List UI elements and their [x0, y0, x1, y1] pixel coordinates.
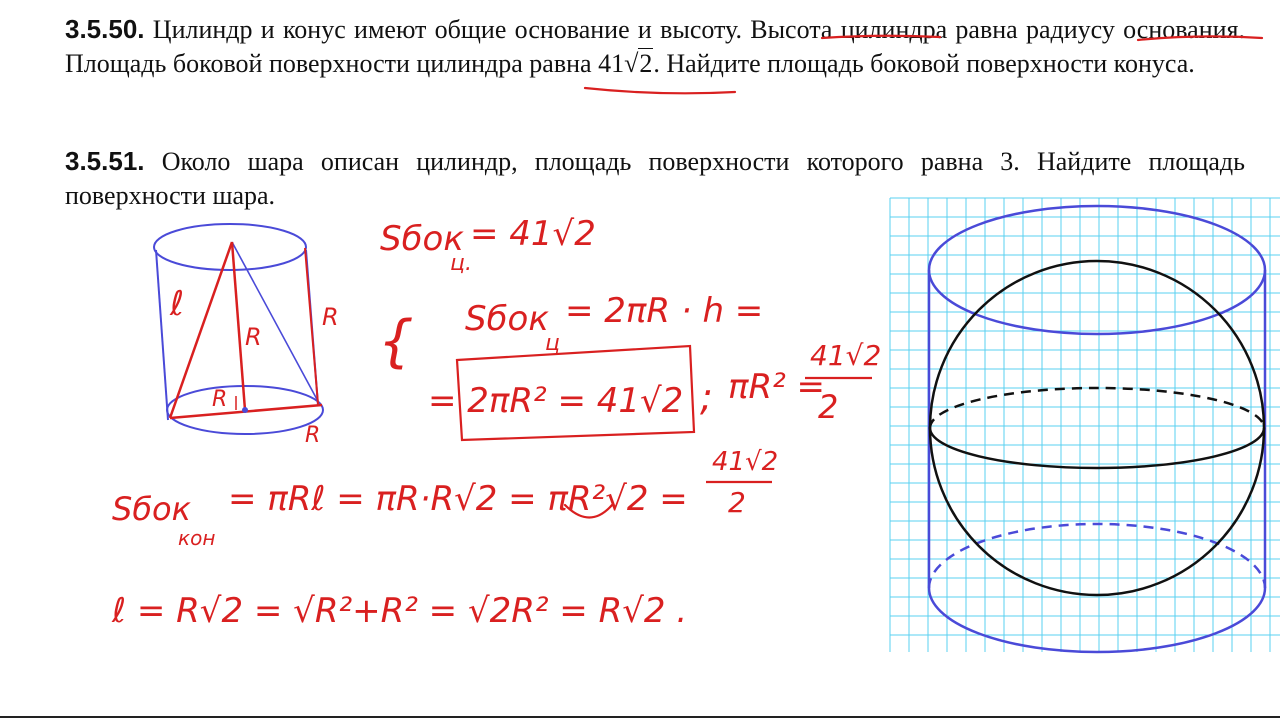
- underline-height: [822, 36, 940, 38]
- hw-eq-boxed: = 2πR² = 41√2: [428, 381, 684, 421]
- hw-frac-den: 2: [818, 388, 839, 426]
- label-r-side: R: [322, 303, 339, 331]
- hw-brace: {: [378, 309, 414, 374]
- hw-frac2-num: 41√2: [712, 447, 779, 477]
- hw-frac2-den: 2: [728, 486, 746, 519]
- problem-number: 3.5.50.: [65, 14, 145, 44]
- hw-eq-l: ℓ = R√2 = √R²+R² = √2R² = R√2 .: [112, 591, 688, 631]
- hw-s-cyl: Sбок: [380, 219, 464, 259]
- sqrt-expression: √2: [624, 49, 653, 78]
- graph-paper: [890, 198, 1280, 652]
- label-r-bottom: R: [305, 423, 321, 448]
- label-r-base: R: [212, 387, 228, 412]
- cone-height: [232, 242, 245, 410]
- hw-s-cyl-sub: ц.: [450, 251, 472, 276]
- hw-s-cone-sub: кон: [178, 526, 216, 550]
- problem-text-part-b: . Найдите площадь боковой поверхности конуса.: [653, 49, 1195, 78]
- hw-pi-r2: πR² =: [728, 367, 826, 407]
- cylinder-cone-sketch: [154, 224, 323, 434]
- hw-frac-num: 41√2: [810, 339, 882, 372]
- hw-semicolon: ;: [700, 375, 713, 419]
- underline-cylinder: [585, 88, 735, 93]
- sqrt-argument: 2: [639, 49, 653, 78]
- underline-radius: [1138, 36, 1262, 40]
- label-r-height: R: [245, 323, 262, 351]
- hw-s-cyl2-sub: ц: [545, 331, 560, 356]
- graph-paper-background: [890, 198, 1280, 652]
- hw-s-cyl2: Sбок: [465, 299, 549, 339]
- hw-s-cone: Sбок: [112, 490, 191, 528]
- hw-eq-2pirh: = 2πR · h =: [565, 291, 764, 331]
- hw-eq-cone: = πRℓ = πR·R√2 = πR²√2 =: [228, 479, 688, 519]
- base-center: [242, 407, 248, 413]
- bottom-border: [0, 716, 1280, 718]
- problem-text-part-a: Цилиндр и конус имеют общие основание и высоту. Высота цилиндра равна радиусу основания. Площадь боковой поверхности цилиндра равна 41: [65, 15, 1245, 78]
- problem-text: Около шара описан цилиндр, площадь поверхности которого равна 3. Найдите площадь поверхности шара.: [65, 147, 1245, 210]
- cylinder-left-side: [156, 250, 168, 420]
- hw-eq-41r2: = 41√2: [470, 214, 596, 254]
- problem-number: 3.5.51.: [65, 146, 145, 176]
- label-l: ℓ: [170, 284, 185, 324]
